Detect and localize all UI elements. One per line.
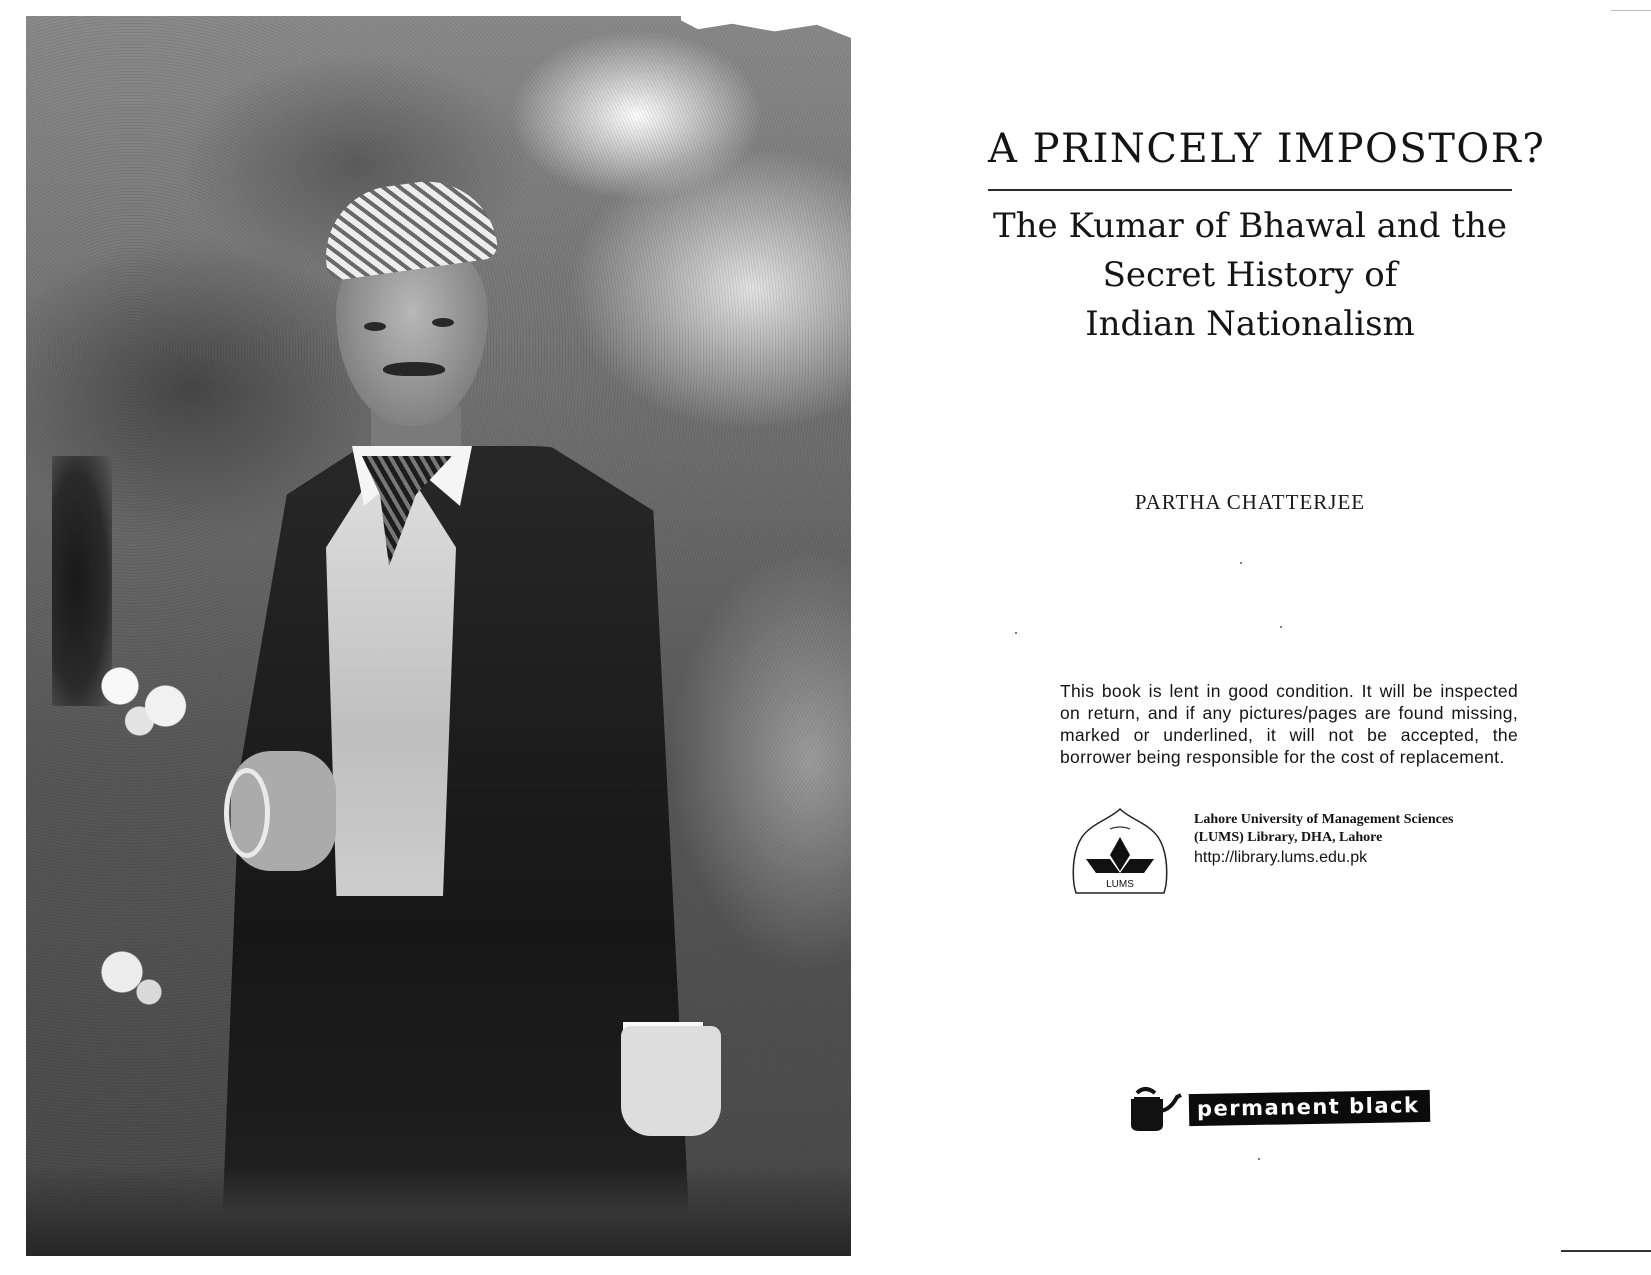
portrait-bangle — [224, 768, 270, 858]
lums-logo-icon — [1070, 807, 1170, 897]
title-page — [870, 0, 1651, 1275]
title-rule — [988, 189, 1512, 191]
page-edge-line — [1611, 10, 1651, 11]
library-url: http://library.lums.edu.pk — [1194, 849, 1368, 866]
portrait-eye-right — [432, 318, 454, 327]
photo-flowers-lower — [86, 936, 176, 1016]
scan-speck — [1280, 626, 1282, 628]
photo-ground — [26, 1166, 851, 1256]
library-stamp-text — [1194, 811, 1453, 867]
book-title: A PRINCELY IMPOSTOR? — [988, 126, 1546, 172]
page-edge-line — [1561, 1250, 1651, 1252]
publisher-logo — [1125, 1083, 1430, 1133]
author-name: PARTHA CHATTERJEE — [1134, 490, 1366, 514]
photo-flowers — [81, 646, 211, 746]
portrait-hand-right — [621, 1026, 721, 1136]
book-subtitle — [988, 202, 1512, 349]
stamp-line2: (LUMS) Library, DHA, Lahore — [1194, 830, 1383, 845]
portrait-eye-left — [364, 322, 386, 331]
kettle-icon — [1125, 1085, 1185, 1131]
frontispiece-photograph — [26, 16, 851, 1256]
library-stamp — [1070, 807, 1530, 897]
lums-logo-label: LUMS — [1106, 879, 1134, 890]
subtitle-line: Indian Nationalism — [1085, 304, 1415, 344]
subtitle-line: The Kumar of Bhawal and the — [992, 206, 1508, 246]
publisher-name: permanent black — [1189, 1090, 1430, 1126]
scan-speck — [1015, 632, 1017, 634]
scan-speck — [1258, 1158, 1260, 1160]
lending-notice: This book is lent in good condition. It will be inspected on return, and if any pictures/pages are found missing, marked or underlined, it will not be accepted, the borrower being responsible for the cost of replacement. — [1060, 681, 1518, 767]
portrait-moustache — [383, 362, 445, 376]
subtitle-line: Secret History of — [1102, 255, 1398, 295]
scan-speck — [1240, 562, 1242, 564]
stamp-line1: Lahore University of Management Sciences — [1194, 812, 1454, 827]
